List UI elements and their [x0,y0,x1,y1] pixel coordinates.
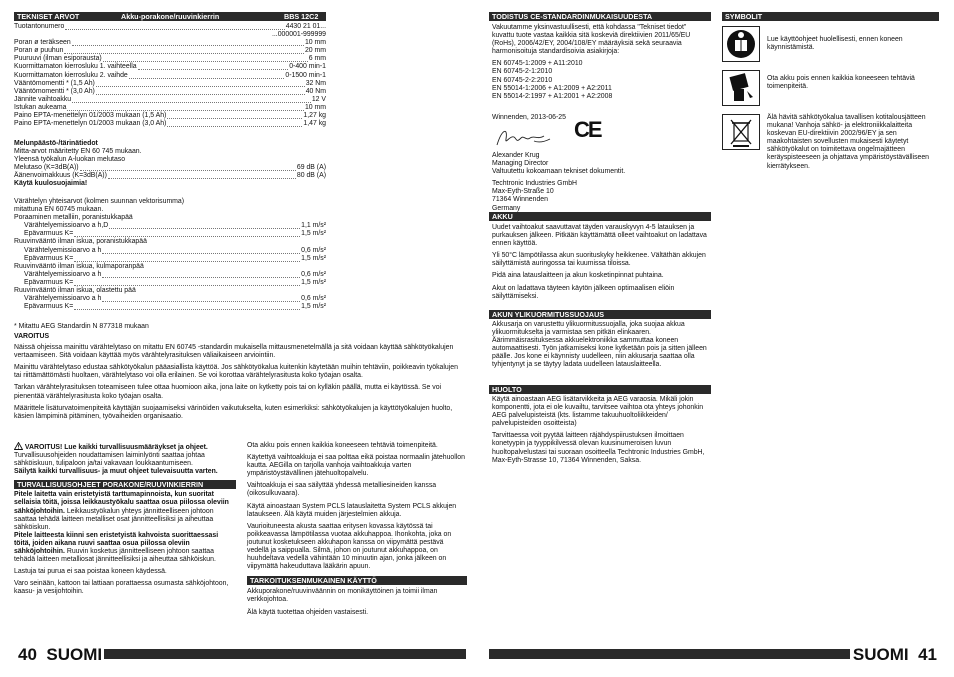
spec-row [14,104,326,112]
vib-row [14,303,326,311]
overload-header: AKUN YLIKUORMITUSSUOJAUS [489,310,711,319]
vib-row-label: Värähtelyemissioarvo a h,D [24,222,109,230]
safety-para-4: Varo seinään, kattoon tai lattiaan porattaessa osumasta sähköjohtoon, kaasu- ja vesijohtoihin. [14,580,229,596]
akku-header: AKKU [489,212,711,221]
spec-row [14,112,326,120]
vib-group-title: Ruuvinvääntö ilman iskua, poranistukkapää [14,238,147,246]
ce-company: Germany [492,204,521,212]
spec-row [14,63,326,71]
spec-row [14,80,326,88]
vib-row-label: Epävarmuus K= [24,230,74,238]
dot-leader [64,47,304,54]
spec-row [14,120,326,128]
noise-row [14,172,326,180]
warning-triangle-icon [14,442,23,450]
vib-groups [14,214,326,311]
read-manual-icon [723,27,759,61]
vib-row-label: Epävarmuus K= [24,303,74,311]
noise-value: 69 dB (A) [296,164,326,172]
vib-row-label: Värähtelyemissioarvo a h [24,246,102,254]
usage-para: Älä käytä tuotettaa ohjeiden vastaisesti. [247,608,369,616]
usage-header: TARKOITUKSENMUKAINEN KÄYTTÖ [247,576,467,585]
dot-leader [167,112,302,119]
vib-row [14,255,326,263]
signature-icon [494,125,554,151]
spec-row [14,72,326,80]
tech-header-title: TEKNISET ARVOT [17,12,80,21]
spec-row-value: 10 mm [304,103,326,111]
safety-para-3: Lastuja tai purua ei saa poistaa koneen käydessä. [14,568,167,576]
dot-leader [67,104,303,111]
noise-section [14,140,326,189]
spec-row [14,96,326,104]
dot-leader [15,31,271,37]
ce-standard: EN 60745-2-2:2010 [492,76,553,84]
spec-row [14,55,326,63]
spec-row-label: Tuotantonumero [14,23,65,30]
dot-leader [72,96,311,103]
symbol-text: Älä hävitä sähkötyökalua tavallisen kotitalousjätteen mukana! Vanhoja sähkö- ja elektroniikkalaitteita koskevan EU-direktiivin 2002/96/EY ja sen maakohtaisten sovellusten mukaisesti käytetyt sähkötyökalut on toimitettava ongelmajätteen keräyspisteeseen ja ohjattava ympäristöystävälliseen kierrätykseen. [767,114,930,170]
spec-row-value: 6 mm [308,55,326,63]
symbols-header: SYMBOLIT [722,12,939,21]
dot-leader [167,120,302,127]
spec-row [14,31,326,39]
spec-row-label: Paino EPTA-menettelyn 01/2003 mukaan (1,5 Ah) [14,112,167,120]
safety-para-1 [14,491,236,531]
left-page-number [18,645,102,665]
safety-text: Ruuvin kosketus jännitteelliseen johtoon saattaa tehädä laitteen metalliosat jännitteellisiksi ja aiheuttaa sähköiskun. [14,548,216,564]
page-number: 41 [918,645,937,664]
noise-title: Melunpäästö-/tärinätiedot [14,140,98,147]
safety-bold: Pitele laitetta vain eristetyistä tarttumapinnoista, kun suoritat sellaisia töitä, joissa leikkaustyökalu saattaa osua piilossa oleviin sähköjohtoihin. [14,491,229,515]
dot-leader [65,23,284,30]
vib-row-value: 1,1 m/s² [301,222,326,230]
huolto-para: Tarvittaessa voit pyytää laitteen räjähdyspiirustuksen ilmoittaen konetyypin ja tyyppikilvessä olevan kuusinumeroisen luvun huoltopalvelustasi tai suoraan osoitteella Techtronic Industries GmbH, Max-Eyth-Strasse 10, 71364 Winnenden, Saksa. [492,432,705,464]
overload-section [492,321,710,370]
huolto-para: Käytä ainoastaan AEG lisätarvikkeita ja AEG varaosia. Mikäli jokin komponentti, jota ei ole kuvailtu, tarvitsee vaihtoa ota yhteys johonkin AEG palvelupisteistä (kts. listamme takuuhuoltoliikkeiden/ palvelupisteiden osoitteista) [492,396,704,428]
symbol-box [722,70,760,106]
vib-row-label: Värähtelyemissioarvo a h [24,270,102,278]
spec-row-label: Jännite vaihtoakku [14,95,72,103]
spec-row [14,39,326,47]
ce-company: 71364 Winnenden [492,196,548,204]
huolto-header: HUOLTO [489,385,711,394]
dot-leader [74,279,300,286]
spec-row-label: Paino EPTA-menettelyn 01/2003 mukaan (3,0 Ah) [14,120,167,128]
noise-value: 80 dB (A) [296,172,326,180]
page-language: SUOMI [46,645,103,664]
ce-company: Techtronic Industries GmbH [492,180,578,188]
vib-group-title: Ruuvinvääntö ilman iskua, kulmaporanpää [14,262,144,270]
ce-section [492,24,710,213]
vib-row-label: Epävarmuus K= [24,254,74,262]
spec-row-value: 1,27 kg [303,112,326,120]
vib-row [14,295,326,303]
mid-para: Vaurioituneesta akusta saattaa eritysen kovassa käytössä tai poikkeavassa lämpötilassa vuotaa akkuhappoa. Ihonkohta, joka on joutunut kosketukseen akkuhapon kanssa on viipymättä pestävä vedellä ja saippualla. Silmä, johon on joutunut akkuhappoa, on huuhdeltava vedellä vähintään 10 minuutin ajan, jonka jälkeen on viipymättä hakeuduttava lääkärin apuun. [247,522,452,571]
noise-label: Äänenvoimakkuus (K=3dB(A)) [14,172,107,180]
tech-header-model: BBS 12C2 [284,12,319,21]
vib-row-value: 1,5 m/s² [301,278,326,286]
vib-intro-2: mitattuna EN 60745 mukaan. [14,206,104,214]
remove-battery-icon [723,71,759,105]
dot-leader [72,39,304,46]
spec-row-value: 0-1500 min-1 [285,71,326,79]
dot-leader [138,63,289,70]
weee-bin-icon [723,115,759,149]
dot-leader [74,303,300,310]
vib-row-value: 1,5 m/s² [301,230,326,238]
spec-row-value: 1,47 kg [303,120,326,128]
ce-place: Winnenden, 2013-06-25 [492,113,566,121]
vib-row [14,222,326,230]
spec-row-label: Puuruuvi (ilman esiporausta) [14,55,102,63]
spec-row-label: Kuormittamaton kierrosluku 1. vaihteella [14,63,137,71]
overload-text: Akkusarja on varustettu ylikuormitussuojalla, joka suojaa akkua ylikuormitukselta ja varmistaa sen pitkän elinkaaren. Äärimmäisrasituksessa akkuelektroniikka sammuttaa koneen automaattisesti. Työn jatkamiseksi kone kytketään pois ja sitten jälleen päälle. Jos kone ei käynnisty uudelleen, niin akkusarja saattaa olla tyhjentynyt ja se täytyy ladata uudelleen latauslaitteella. [492,321,707,369]
ce-standard: EN 55014-2:1997 + A1:2001 + A2:2008 [492,92,613,100]
mid-para: Vaihtoakkuja ei saa säilyttää yhdessä metalliesineiden kanssa (oikosulkuvaara). [247,482,437,498]
spec-row-value: 40 Nm [305,87,326,95]
huolto-section [492,396,710,465]
ce-signer: Alexander Krug [492,151,540,159]
dot-leader [102,271,300,278]
mid-para: Ota akku pois ennen kaikkia koneeseen tehtäviä toimenpiteitä. [247,442,438,449]
spec-row-value: 10 mm [304,39,326,47]
safety-text: Leikkaustyökalun yhteys jännitteelliseen johtoon saattaa tehädä laitteen metalliset osat jännitteellisiksi ja aiheuttaa sähköiskun. [14,507,214,531]
vib-row-value: 0,6 m/s² [301,270,326,278]
vib-row-value: 0,6 m/s² [301,295,326,303]
ce-header: TODISTUS CE-STANDARDINMUKAISUUDESTA [489,12,711,21]
noise-warning: Käytä kuulosuojaimia! [14,180,88,188]
tech-header-model-label: Akku-porakone/ruuvinkierrin [121,12,220,21]
vib-row [14,279,326,287]
spec-row-label: Istukan aukeama [14,103,67,111]
page-number: 40 [18,645,37,664]
ce-company: Max-Eyth-Straße 10 [492,188,554,196]
vib-row-value: 0,6 m/s² [301,246,326,254]
vib-row [14,230,326,238]
vib-row-value: 1,5 m/s² [301,254,326,262]
spec-row-label: Vääntömomentti * (1,5 Ah) [14,79,95,87]
safety-bold: Pitele laitteesta kiinni sen eristetyistä kahvoista suorittaessasi töitä, joiden aikana ruuvi saattaa osua piilossa oleviin sähköjohtoihin. [14,531,219,556]
ce-standard: EN 60745-1:2009 + A11:2010 [492,60,583,68]
varoitus-para: Näissä ohjeissa mainittu värähtelytaso on mitattu EN 60745 -standardin mukaisella mittausmenetelmällä ja sitä voidaan käyttää sähkötyökalujen vertaamiseen. Sitä voidaan käyttää myös värähtelyrasituksen väliaikaiseen arviointiin. [14,344,454,360]
akku-para: Yli 50°C lämpötilassa akun suorituskyky heikkenee. Vältäthän akkujen säilyttämistä auringossa tai kuumissa tiloissa. [492,252,706,268]
dot-leader [129,72,285,79]
dot-leader [102,295,300,302]
varoitus-para: Tarkan värähtelyrasituksen toteamiseen tulee ottaa huomioon aika, jona laite on kytketty pois tai on kylläkin päällä, mutta ei käytössä. Se voi pienentää värähtelyrasitusta koko työajan osalta. [14,384,442,400]
spec-row [14,23,326,31]
vibration-section [14,198,326,331]
akku-para: Akut on ladattava täyteen käytön jälkeen optimaalisen eliöin säilyttämiseksi. [492,284,675,300]
ce-signer: Valtuutettu kokoamaan tekniset dokumentit. [492,168,626,176]
symbol-text: Lue käyttöohjeet huolellisesti, ennen koneen käynnistämistä. [767,36,903,52]
safety-para-2 [14,532,236,564]
spec-row-value: 32 Nm [305,79,326,87]
dot-leader [109,222,300,229]
symbol-box [722,114,760,150]
page-language: SUOMI [852,645,909,664]
warning-block [14,442,236,468]
safety-header: TURVALLISUUSOHJEET PORAKONE/RUUVINKIERRIN [14,480,236,489]
symbol-text: Ota akku pois ennen kaikkia koneeseen tehtäviä toimenpiteitä. [767,75,915,91]
dot-leader [96,88,305,95]
varoitus-para: Mainittu värähtelytaso edustaa sähkötyökalun pääasiallista käyttöä. Jos sähkötyökalua kuitenkin käytetään muihin tehtäviin, poikkeavin työkalujen tai riittämättömästi huoltaen, värähtelytaso voi olla erilainen. Se voi korottaa värähtelyrasitusta koko työajan osalta. [14,364,458,380]
varoitus-title: VAROITUS [14,333,50,340]
spec-row-value: 12 V [311,95,326,103]
ce-text: Vakuutamme yksinvastuullisesti, että kohdassa "Tekniset tiedot" kuvattu tuote vastaa kaikkia sitä koskeviä direktiivien 2011/65/EU (RoHs), 2006/42/EY, 2004/108/EY määräyksiä sekä seuraavia harmonisoituja standardisoivia asiakirjoja: [492,24,691,56]
usage-para: Akkuporakone/ruuvinväännin on monikäyttöinen ja toimii ilman verkkojohtoa. [247,588,438,604]
spec-row-label: Vääntömomentti * (3,0 Ah) [14,87,95,95]
spec-row-label: Poran ø teräkseen [14,39,71,47]
spec-row-label: Poran ø puuhun [14,47,64,55]
vib-row-value: 1,5 m/s² [301,303,326,311]
tech-header [14,12,326,21]
right-page-number [850,645,937,665]
spec-row-label: Kuormittamaton kierrosluku 2. vaihde [14,71,128,79]
ce-mark-icon: CE [574,116,601,142]
warning-bold: VAROITUS! Lue kaikki turvallisuusmääräykset ja ohjeet. [24,444,208,451]
warning-keep: Säilytä kaikki turvallisuus- ja muut ohjeet tulevaisuutta varten. [14,468,218,476]
noise-label: Melutaso (K=3dB(A)) [14,164,79,172]
spec-row-value: ...000001-999999 [271,31,326,39]
varoitus-section [14,333,466,421]
vib-group-title: Poraaminen metalliin, poranistukkapää [14,214,133,222]
vib-row [14,247,326,255]
footnote: * Mitattu AEG Standardin N 877318 mukaan [14,323,149,331]
mid-para: Käytä ainoastaan System PCLS latauslaitetta System PCLS akkujen lataukseen. Älä käytä muiden järjestelmien akkuja. [247,502,457,518]
spec-row-value: 20 mm [304,47,326,55]
vib-row-label: Epävarmuus K= [24,278,74,286]
ce-standard: EN 60745-2-1:2010 [492,68,553,76]
symbol-box [722,26,760,62]
noise-line-1: Mitta-arvot määritetty EN 60 745 mukaan. [14,148,142,156]
warning-text: Turvallisuusohjeiden noudattamisen laiminlyönti saattaa johtaa sähköiskuun, tulipaloon ja/tai vakavaan loukkaantumiseen. [14,452,205,468]
vib-intro-1: Värähtelyn yhteisarvot (kolmen suunnan vektorisumma) [14,198,185,205]
noise-line-2: Yleensä työkalun A-luokan melutaso [14,156,126,164]
akku-para: Pidä aina latauslaitteen ja akun kosketinpinnat puhtaina. [492,272,664,280]
dot-leader [74,230,300,237]
left-col-lower [14,442,236,597]
dot-leader [103,55,308,62]
vib-row [14,271,326,279]
dot-leader [102,247,300,254]
akku-para: Uudet vaihtoakut saavuttavat täyden varauskyvyn 4-5 latauksen ja purkauksen jälkeen. Pitkään käyttämättä olleet vaihtoakut on ladattava ennen käyttöä. [492,224,707,248]
tech-table [14,23,326,128]
vib-row-label: Värähtelyemissioarvo a h [24,295,102,303]
varoitus-para: Määrittele lisäturvatoimenpiteitä käyttäjän suojaamiseksi värinöiden vaikutukselta, kuten esimerkiksi: sähkötyökalujen ja käyttötyökalujen huolto, käsien lämpiminä pitäminen, työvaiheiden organisaatio. [14,404,453,420]
left-col-right [247,442,467,617]
vib-group-title: Ruuvinvääntö ilman iskua, olastettu pää [14,287,136,295]
mid-para: Käytettyä vaihtoakkuja ei saa polttaa eikä poistaa normaalin jätehuollon kautta. AEGilla on tarjolla vanhoja vaihtoakkuja varten ympäristöystävällinen jätehuoltopalvelu. [247,454,465,478]
spec-row-value: 0-400 min-1 [289,63,326,71]
spec-row [14,88,326,96]
spec-row [14,47,326,55]
dot-leader [96,80,305,87]
dot-leader [74,255,300,262]
ce-signer: Managing Director [492,160,549,168]
spec-row-value: 4430 21 01... [285,23,326,30]
ce-standard: EN 55014-1:2006 + A1:2009 + A2:2011 [492,84,612,92]
akku-section [492,224,710,301]
